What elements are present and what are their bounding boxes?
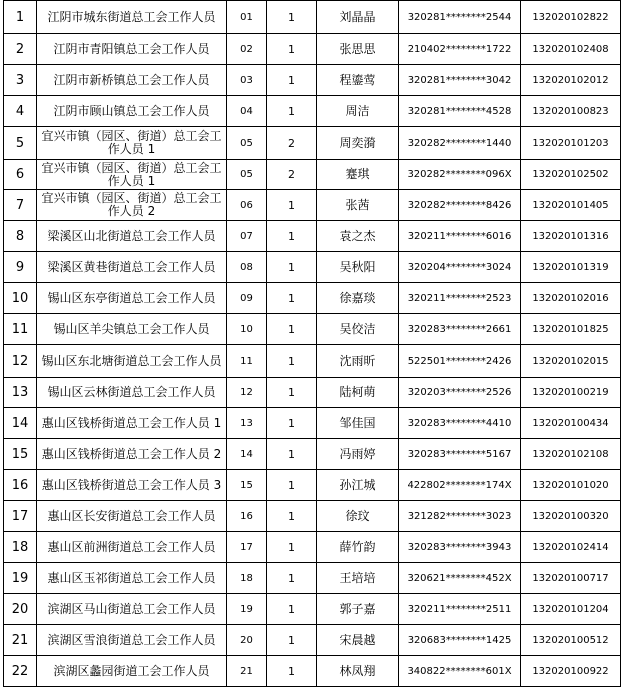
ticket-number-cell: 132020101825 xyxy=(521,314,621,345)
row-number-cell: 13 xyxy=(4,378,37,408)
unit-name-cell: 锡山区云林街道总工会工作人员 xyxy=(37,378,227,408)
id-number-cell: 320281********4528 xyxy=(399,96,521,127)
candidate-name-cell: 孙江城 xyxy=(317,470,399,501)
ticket-number-cell: 132020101203 xyxy=(521,127,621,160)
position-code-cell: 19 xyxy=(227,594,267,625)
unit-name-cell: 宜兴市镇（园区、街道）总工会工作人员 2 xyxy=(37,190,227,221)
table-row xyxy=(4,594,621,625)
table-row xyxy=(4,160,621,190)
id-number-cell: 340822********601X xyxy=(399,656,521,687)
row-number-cell: 3 xyxy=(4,65,37,96)
hire-count-cell: 1 xyxy=(267,1,317,34)
position-code-cell: 18 xyxy=(227,563,267,594)
candidate-name-cell: 程鎏莺 xyxy=(317,65,399,96)
candidate-name-cell: 袁之杰 xyxy=(317,221,399,252)
row-number-cell: 16 xyxy=(4,470,37,501)
position-code-cell: 07 xyxy=(227,221,267,252)
position-code-cell: 08 xyxy=(227,252,267,283)
hire-count-cell: 1 xyxy=(267,439,317,470)
unit-name-cell: 锡山区东亭街道总工会工作人员 xyxy=(37,283,227,314)
candidate-name-cell: 沈雨昕 xyxy=(317,345,399,378)
table-row xyxy=(4,190,621,221)
table-row xyxy=(4,470,621,501)
hire-count-cell: 1 xyxy=(267,190,317,221)
table-row xyxy=(4,65,621,96)
ticket-number-cell: 132020100922 xyxy=(521,656,621,687)
unit-name-cell: 锡山区东北塘街道总工会工作人员 xyxy=(37,345,227,378)
table-row xyxy=(4,532,621,563)
position-code-cell: 05 xyxy=(227,127,267,160)
position-code-cell: 12 xyxy=(227,378,267,408)
id-number-cell: 210402********1722 xyxy=(399,34,521,65)
unit-name-cell: 江阴市城东街道总工会工作人员 xyxy=(37,1,227,34)
table-row xyxy=(4,252,621,283)
table-row xyxy=(4,563,621,594)
id-number-cell: 320683********1425 xyxy=(399,625,521,656)
hire-count-cell: 1 xyxy=(267,252,317,283)
position-code-cell: 11 xyxy=(227,345,267,378)
results-table xyxy=(3,0,621,687)
candidate-name-cell: 邹佳国 xyxy=(317,408,399,439)
hire-count-cell: 1 xyxy=(267,283,317,314)
ticket-number-cell: 132020102015 xyxy=(521,345,621,378)
ticket-number-cell: 132020102108 xyxy=(521,439,621,470)
table-row xyxy=(4,408,621,439)
candidate-name-cell: 周洁 xyxy=(317,96,399,127)
row-number-cell: 15 xyxy=(4,439,37,470)
candidate-name-cell: 徐玟 xyxy=(317,501,399,532)
ticket-number-cell: 132020101319 xyxy=(521,252,621,283)
table-row xyxy=(4,656,621,687)
hire-count-cell: 2 xyxy=(267,127,317,160)
candidate-name-cell: 郭子嘉 xyxy=(317,594,399,625)
table-row xyxy=(4,345,621,378)
position-code-cell: 13 xyxy=(227,408,267,439)
hire-count-cell: 1 xyxy=(267,532,317,563)
unit-name-cell: 惠山区钱桥街道总工会工作人员 2 xyxy=(37,439,227,470)
candidate-name-cell: 周奕漪 xyxy=(317,127,399,160)
position-code-cell: 14 xyxy=(227,439,267,470)
id-number-cell: 320204********3024 xyxy=(399,252,521,283)
hire-count-cell: 1 xyxy=(267,65,317,96)
table-row xyxy=(4,283,621,314)
row-number-cell: 17 xyxy=(4,501,37,532)
id-number-cell: 320211********2511 xyxy=(399,594,521,625)
position-code-cell: 16 xyxy=(227,501,267,532)
position-code-cell: 01 xyxy=(227,1,267,34)
row-number-cell: 6 xyxy=(4,160,37,190)
ticket-number-cell: 132020101020 xyxy=(521,470,621,501)
candidate-name-cell: 王培培 xyxy=(317,563,399,594)
id-number-cell: 320211********2523 xyxy=(399,283,521,314)
position-code-cell: 02 xyxy=(227,34,267,65)
candidate-name-cell: 蹇琪 xyxy=(317,160,399,190)
unit-name-cell: 滨湖区蠡园街道工会工作人员 xyxy=(37,656,227,687)
position-code-cell: 09 xyxy=(227,283,267,314)
unit-name-cell: 宜兴市镇（园区、街道）总工会工作人员 1 xyxy=(37,160,227,190)
position-code-cell: 03 xyxy=(227,65,267,96)
position-code-cell: 10 xyxy=(227,314,267,345)
ticket-number-cell: 132020102016 xyxy=(521,283,621,314)
id-number-cell: 320282********096X xyxy=(399,160,521,190)
unit-name-cell: 梁溪区黄巷街道总工会工作人员 xyxy=(37,252,227,283)
id-number-cell: 320283********5167 xyxy=(399,439,521,470)
ticket-number-cell: 132020100434 xyxy=(521,408,621,439)
candidate-name-cell: 陆柯萌 xyxy=(317,378,399,408)
position-code-cell: 20 xyxy=(227,625,267,656)
unit-name-cell: 惠山区玉祁街道总工会工作人员 xyxy=(37,563,227,594)
id-number-cell: 320211********6016 xyxy=(399,221,521,252)
candidate-name-cell: 宋晨越 xyxy=(317,625,399,656)
unit-name-cell: 滨湖区雪浪街道总工会工作人员 xyxy=(37,625,227,656)
id-number-cell: 320283********2661 xyxy=(399,314,521,345)
candidate-name-cell: 吴秋阳 xyxy=(317,252,399,283)
table-row xyxy=(4,221,621,252)
table-row xyxy=(4,96,621,127)
candidate-name-cell: 冯雨婷 xyxy=(317,439,399,470)
table-row xyxy=(4,439,621,470)
hire-count-cell: 1 xyxy=(267,625,317,656)
id-number-cell: 320283********3943 xyxy=(399,532,521,563)
position-code-cell: 04 xyxy=(227,96,267,127)
row-number-cell: 4 xyxy=(4,96,37,127)
candidate-name-cell: 徐嘉琰 xyxy=(317,283,399,314)
hire-count-cell: 1 xyxy=(267,96,317,127)
table-row xyxy=(4,34,621,65)
table-row xyxy=(4,501,621,532)
unit-name-cell: 梁溪区山北街道总工会工作人员 xyxy=(37,221,227,252)
id-number-cell: 320282********1440 xyxy=(399,127,521,160)
row-number-cell: 1 xyxy=(4,1,37,34)
row-number-cell: 19 xyxy=(4,563,37,594)
unit-name-cell: 江阴市顾山镇总工会工作人员 xyxy=(37,96,227,127)
row-number-cell: 5 xyxy=(4,127,37,160)
id-number-cell: 522501********2426 xyxy=(399,345,521,378)
unit-name-cell: 惠山区前洲街道总工会工作人员 xyxy=(37,532,227,563)
candidate-name-cell: 张思思 xyxy=(317,34,399,65)
candidate-name-cell: 薛竹韵 xyxy=(317,532,399,563)
unit-name-cell: 惠山区钱桥街道总工会工作人员 1 xyxy=(37,408,227,439)
ticket-number-cell: 132020100512 xyxy=(521,625,621,656)
hire-count-cell: 1 xyxy=(267,408,317,439)
candidate-name-cell: 张茜 xyxy=(317,190,399,221)
position-code-cell: 05 xyxy=(227,160,267,190)
ticket-number-cell: 132020100717 xyxy=(521,563,621,594)
row-number-cell: 9 xyxy=(4,252,37,283)
id-number-cell: 321282********3023 xyxy=(399,501,521,532)
row-number-cell: 14 xyxy=(4,408,37,439)
hire-count-cell: 1 xyxy=(267,563,317,594)
row-number-cell: 2 xyxy=(4,34,37,65)
ticket-number-cell: 132020102414 xyxy=(521,532,621,563)
ticket-number-cell: 132020101316 xyxy=(521,221,621,252)
candidate-name-cell: 吴佼洁 xyxy=(317,314,399,345)
table-body xyxy=(4,1,621,687)
candidate-name-cell: 刘晶晶 xyxy=(317,1,399,34)
unit-name-cell: 锡山区羊尖镇总工会工作人员 xyxy=(37,314,227,345)
table-row xyxy=(4,314,621,345)
ticket-number-cell: 132020100823 xyxy=(521,96,621,127)
id-number-cell: 320281********2544 xyxy=(399,1,521,34)
row-number-cell: 22 xyxy=(4,656,37,687)
row-number-cell: 21 xyxy=(4,625,37,656)
table-row xyxy=(4,1,621,34)
unit-name-cell: 江阴市新桥镇总工会工作人员 xyxy=(37,65,227,96)
id-number-cell: 422802********174X xyxy=(399,470,521,501)
unit-name-cell: 江阴市青阳镇总工会工作人员 xyxy=(37,34,227,65)
unit-name-cell: 惠山区钱桥街道总工会工作人员 3 xyxy=(37,470,227,501)
table-row xyxy=(4,625,621,656)
position-code-cell: 15 xyxy=(227,470,267,501)
candidate-name-cell: 林凤翔 xyxy=(317,656,399,687)
ticket-number-cell: 132020100219 xyxy=(521,378,621,408)
row-number-cell: 11 xyxy=(4,314,37,345)
hire-count-cell: 1 xyxy=(267,594,317,625)
hire-count-cell: 1 xyxy=(267,470,317,501)
id-number-cell: 320621********452X xyxy=(399,563,521,594)
ticket-number-cell: 132020100320 xyxy=(521,501,621,532)
table-row xyxy=(4,378,621,408)
id-number-cell: 320283********4410 xyxy=(399,408,521,439)
table-row xyxy=(4,127,621,160)
hire-count-cell: 2 xyxy=(267,160,317,190)
id-number-cell: 320281********3042 xyxy=(399,65,521,96)
row-number-cell: 20 xyxy=(4,594,37,625)
unit-name-cell: 滨湖区马山街道总工会工作人员 xyxy=(37,594,227,625)
position-code-cell: 06 xyxy=(227,190,267,221)
unit-name-cell: 宜兴市镇（园区、街道）总工会工作人员 1 xyxy=(37,127,227,160)
ticket-number-cell: 132020102408 xyxy=(521,34,621,65)
id-number-cell: 320282********8426 xyxy=(399,190,521,221)
hire-count-cell: 1 xyxy=(267,314,317,345)
hire-count-cell: 1 xyxy=(267,221,317,252)
position-code-cell: 21 xyxy=(227,656,267,687)
id-number-cell: 320203********2526 xyxy=(399,378,521,408)
ticket-number-cell: 132020102822 xyxy=(521,1,621,34)
row-number-cell: 10 xyxy=(4,283,37,314)
hire-count-cell: 1 xyxy=(267,501,317,532)
row-number-cell: 12 xyxy=(4,345,37,378)
row-number-cell: 18 xyxy=(4,532,37,563)
hire-count-cell: 1 xyxy=(267,378,317,408)
hire-count-cell: 1 xyxy=(267,656,317,687)
hire-count-cell: 1 xyxy=(267,34,317,65)
unit-name-cell: 惠山区长安街道总工会工作人员 xyxy=(37,501,227,532)
row-number-cell: 7 xyxy=(4,190,37,221)
ticket-number-cell: 132020101204 xyxy=(521,594,621,625)
position-code-cell: 17 xyxy=(227,532,267,563)
ticket-number-cell: 132020102012 xyxy=(521,65,621,96)
ticket-number-cell: 132020102502 xyxy=(521,160,621,190)
hire-count-cell: 1 xyxy=(267,345,317,378)
ticket-number-cell: 132020101405 xyxy=(521,190,621,221)
row-number-cell: 8 xyxy=(4,221,37,252)
